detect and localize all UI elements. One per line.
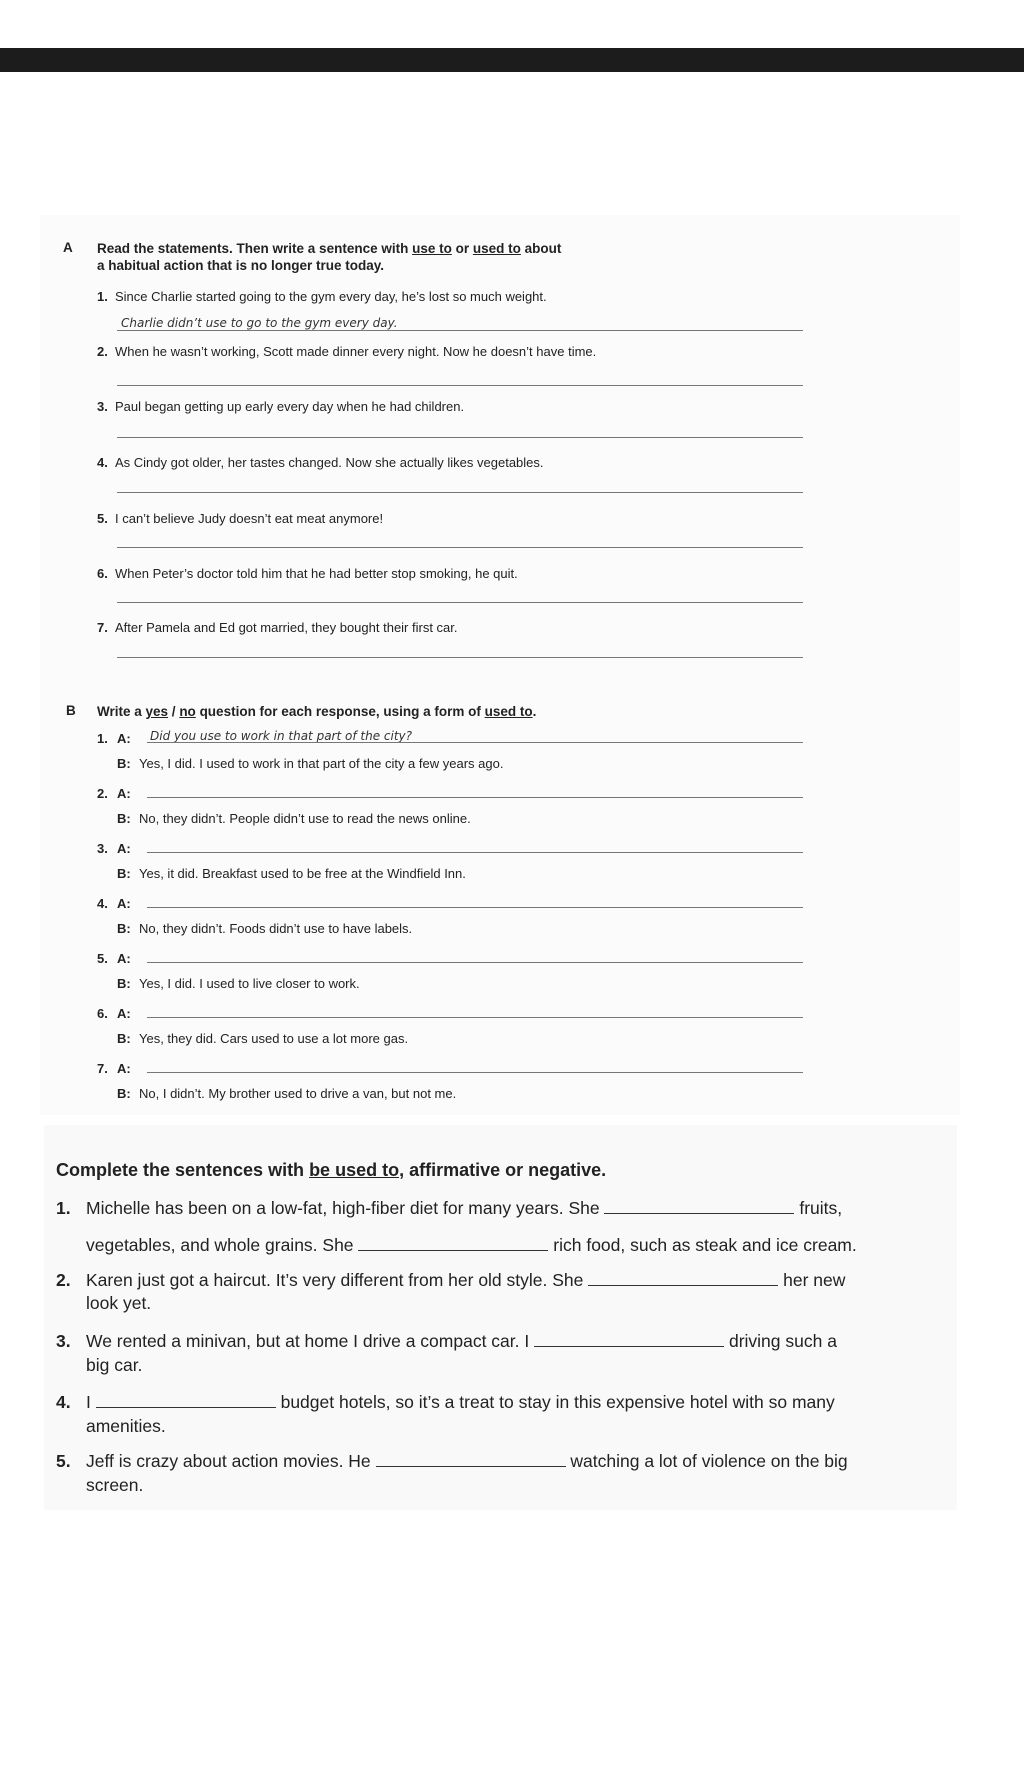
section-a-instruction: Read the statements. Then write a sentence with use to or used to about a habitual action that is no longer true today. — [97, 241, 562, 273]
section-c-instruction: Complete the sentences with be used to, affirmative or negative. — [56, 1160, 607, 1180]
section-b-letter: B — [66, 703, 76, 718]
a-answer-line-5 — [117, 546, 803, 548]
a-item-7: 7. After Pamela and Ed got married, they bought their first car. — [97, 620, 458, 635]
a-item-1: 1. Since Charlie started going to the gym every day, he’s lost so much weight. — [97, 289, 547, 304]
b-item-1-response: B: Yes, I did. I used to work in that part of the city a few years ago. — [117, 756, 504, 771]
b-item-4-response: B: No, they didn’t. Foods didn’t use to have labels. — [117, 921, 413, 936]
top-dark-bar — [0, 48, 1024, 72]
section-a-letter: A — [63, 240, 73, 255]
a-answer-line-4 — [117, 491, 803, 493]
b-item-4-question: 4. A: — [97, 896, 131, 911]
c-blank-2[interactable] — [588, 1271, 778, 1286]
b-item-2-response: B: No, they didn’t. People didn’t use to read the news online. — [117, 811, 471, 826]
section-b-instruction: Write a yes / no question for each response, using a form of used to. — [97, 704, 537, 719]
c-blank-1a[interactable] — [604, 1199, 794, 1214]
a-answer-1[interactable]: Charlie didn’t use to go to the gym every day. — [121, 316, 398, 330]
c-blank-5[interactable] — [376, 1452, 566, 1467]
b-item-7-response: B: No, I didn’t. My brother used to drive a van, but not me. — [117, 1086, 457, 1101]
a-item-4: 4. As Cindy got older, her tastes changed. Now she actually likes vegetables. — [97, 455, 544, 470]
c-blank-4[interactable] — [96, 1393, 276, 1408]
a-answer-line-1 — [117, 329, 803, 331]
c-item-5-line-1: 5. Jeff is crazy about action movies. He watching a lot of violence on the big — [56, 1451, 848, 1471]
c-item-2-line-1: 2. Karen just got a haircut. It’s very different from her old style. She her new — [56, 1270, 846, 1290]
b-item-6-question: 6. A: — [97, 1006, 131, 1021]
c-item-1-line-1: 1. Michelle has been on a low-fat, high-fiber diet for many years. She fruits, — [56, 1198, 843, 1218]
a-item-3: 3. Paul began getting up early every day when he had children. — [97, 399, 465, 414]
a-item-5: 5. I can’t believe Judy doesn’t eat meat anymore! — [97, 511, 384, 526]
a-item-6: 6. When Peter’s doctor told him that he had better stop smoking, he quit. — [97, 566, 518, 581]
b-item-5-question: 5. A: — [97, 951, 131, 966]
b-question-line-6 — [147, 1017, 803, 1018]
c-item-5-line-2: screen. — [86, 1475, 144, 1495]
c-item-1-line-2: vegetables, and whole grains. She rich food, such as steak and ice cream. — [86, 1235, 857, 1255]
b-question-line-5 — [147, 962, 803, 963]
c-item-3-line-2: big car. — [86, 1355, 143, 1375]
b-question-line-7 — [147, 1072, 803, 1073]
b-question-line-2 — [147, 797, 803, 798]
c-blank-1b[interactable] — [358, 1236, 548, 1251]
b-item-7-question: 7. A: — [97, 1061, 131, 1076]
b-item-6-response: B: Yes, they did. Cars used to use a lot more gas. — [117, 1031, 409, 1046]
c-blank-3[interactable] — [534, 1332, 724, 1347]
b-item-1-question: 1. A: — [97, 731, 131, 746]
a-item-2: 2. When he wasn’t working, Scott made dinner every night. Now he doesn’t have time. — [97, 344, 597, 359]
a-answer-line-3 — [117, 436, 803, 438]
c-item-4-line-1: 4. I budget hotels, so it’s a treat to stay in this expensive hotel with so many — [56, 1392, 835, 1412]
b-item-3-response: B: Yes, it did. Breakfast used to be free at the Windfield Inn. — [117, 866, 466, 881]
b-question-line-3 — [147, 852, 803, 853]
c-item-2-line-2: look yet. — [86, 1293, 152, 1313]
b-question-line-4 — [147, 907, 803, 908]
b-item-3-question: 3. A: — [97, 841, 131, 856]
c-item-3-line-1: 3. We rented a minivan, but at home I drive a compact car. I driving such a — [56, 1331, 837, 1351]
a-answer-line-6 — [117, 601, 803, 603]
b-item-2-question: 2. A: — [97, 786, 131, 801]
a-answer-line-7 — [117, 656, 803, 658]
a-answer-line-2 — [117, 384, 803, 386]
c-item-4-line-2: amenities. — [86, 1416, 166, 1436]
b-question-line-1 — [147, 742, 803, 743]
b-question-answer-1[interactable]: Did you use to work in that part of the city? — [150, 729, 412, 743]
b-item-5-response: B: Yes, I did. I used to live closer to work. — [117, 976, 360, 991]
